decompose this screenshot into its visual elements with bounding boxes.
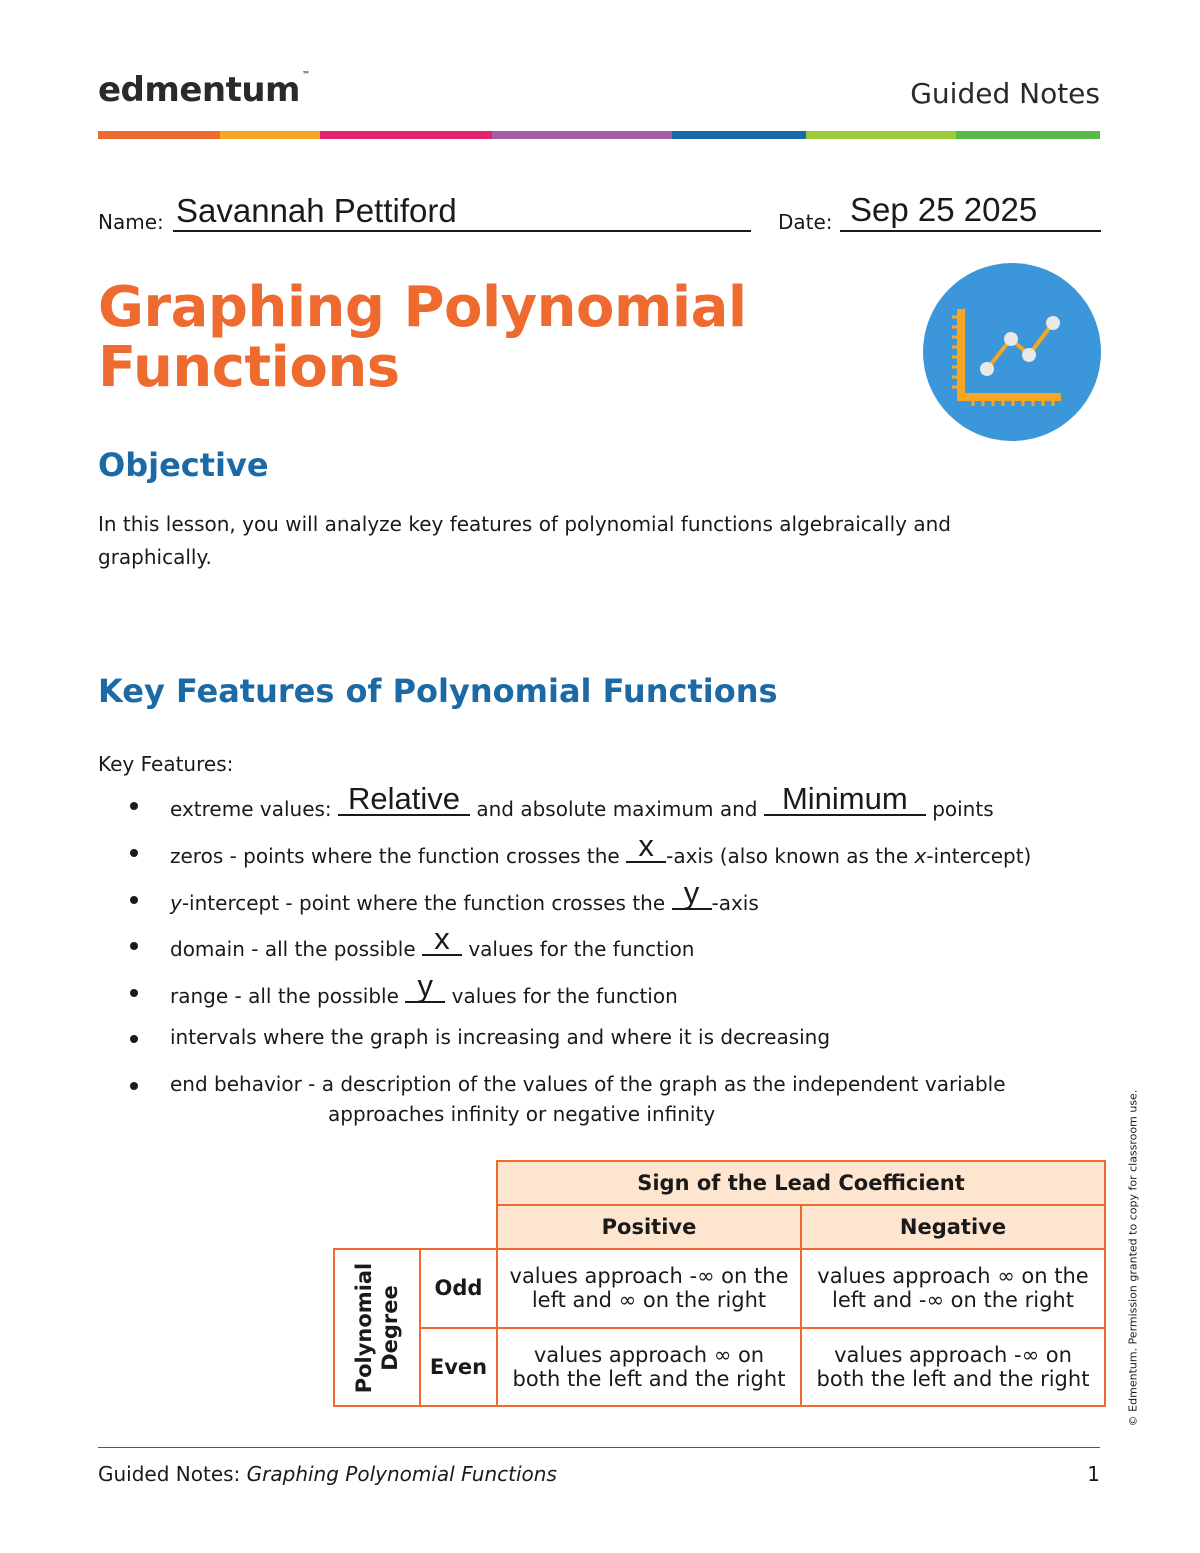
table-cell: values approach ∞ on the left and -∞ on the right (801, 1249, 1105, 1328)
table-cell: values approach -∞ on the left and ∞ on the right (497, 1249, 801, 1328)
color-segment (220, 131, 320, 139)
blank-field[interactable]: x (422, 932, 462, 956)
blank-field[interactable]: Minimum (764, 792, 926, 816)
key-features-heading: Key Features of Polynomial Functions (98, 672, 778, 710)
column-header-negative: Negative (801, 1205, 1105, 1249)
objective-text: In this lesson, you will analyze key features of polynomial functions algebraically and graphically. (98, 512, 951, 569)
color-segment (672, 131, 806, 139)
footer-divider (98, 1447, 1100, 1448)
color-segment (492, 131, 672, 139)
date-value: Sep 25 2025 (850, 191, 1038, 228)
row-group-header: Polynomial Degree (334, 1249, 420, 1406)
header-label: Guided Notes (910, 77, 1100, 110)
name-label: Name: (98, 210, 164, 234)
color-segment (956, 131, 1100, 139)
end-behavior-table (333, 1160, 1106, 1407)
table-header: Sign of the Lead Coefficient (497, 1161, 1105, 1205)
copyright-note: © Edmentum. Permission granted to copy for classroom use. (1126, 1089, 1140, 1427)
row-header-odd: Odd (420, 1249, 497, 1328)
row-header-even: Even (420, 1328, 497, 1407)
page-number: 1 (1087, 1462, 1100, 1486)
date-field[interactable] (840, 230, 1101, 232)
table-cell: values approach ∞ on both the left and the right (497, 1328, 801, 1407)
color-segment (806, 131, 956, 139)
list-item-continuation: approaches infinity or negative infinity (328, 1102, 716, 1126)
name-value: Savannah Pettiford (176, 192, 457, 229)
footer-title: Guided Notes: Graphing Polynomial Functions (98, 1462, 557, 1486)
name-field[interactable] (173, 230, 751, 232)
color-segment (320, 131, 492, 139)
blank-field[interactable]: Relative (338, 792, 470, 816)
blank-field[interactable]: y (672, 886, 712, 910)
objective-heading: Objective (98, 446, 269, 484)
blank-field[interactable]: x (626, 839, 666, 863)
page-title: Graphing Polynomial Functions (98, 275, 747, 400)
graph-icon (923, 263, 1101, 441)
table-cell: values approach -∞ on both the left and the right (801, 1328, 1105, 1407)
color-segment (98, 131, 220, 139)
blank-field[interactable]: y (405, 979, 445, 1003)
edmentum-logo: edmentum ™ (98, 70, 310, 110)
header-color-bar (98, 131, 1100, 139)
key-features-intro: Key Features: (98, 752, 234, 776)
column-header-positive: Positive (497, 1205, 801, 1249)
date-label: Date: (778, 210, 833, 234)
